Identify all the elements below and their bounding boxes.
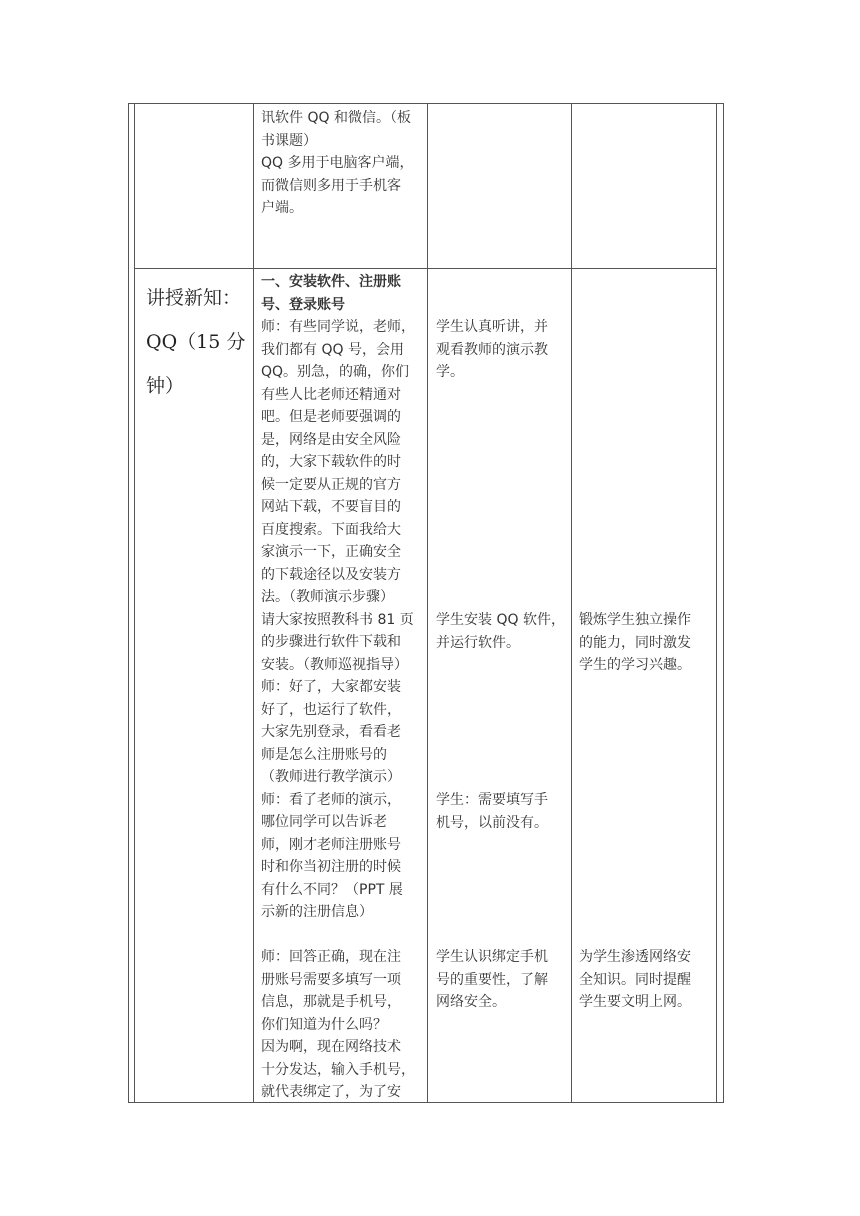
text-line: 的步骤进行软件下载和 <box>261 634 401 650</box>
text-line: 安装。（教师巡视指导） <box>261 656 408 673</box>
text-line: （教师进行教学演示） <box>261 769 401 785</box>
section-heading-line: 一、安装软件、注册账 <box>261 274 401 290</box>
text-line: 网站下载，不要盲目的 <box>261 499 401 515</box>
text-line: 百度搜索。下面我给大 <box>261 521 401 538</box>
section-heading-line: 号、登录账号 <box>261 296 345 313</box>
text-line: 学生认识绑定手机 <box>436 949 548 965</box>
teacher-activity-cell <box>261 271 425 1104</box>
text-line: 户端。 <box>261 200 303 216</box>
text-line: 机号，以前没有。 <box>436 814 548 831</box>
text-line: 的能力，同时激发 <box>579 634 691 651</box>
text-line: 讯软件 QQ 和微信。（板 <box>261 110 411 126</box>
text-line: 册账号需要多填写一项 <box>261 971 401 988</box>
text-line: 时和你当初注册的时候 <box>261 859 401 875</box>
text-line: 的下载途径以及安装方 <box>261 566 401 583</box>
text-line: 书课题） <box>261 132 317 149</box>
text-line: 师，刚才老师注册账号 <box>261 836 401 853</box>
text-line: 你们知道为什么吗？ <box>261 1016 387 1033</box>
student-activity-block-4 <box>436 946 570 1014</box>
column-divider-3 <box>571 103 572 1103</box>
text-line: 学生要文明上网。 <box>579 994 691 1010</box>
column-divider-2 <box>427 103 428 1103</box>
text-line: 学生安装 QQ 软件， <box>436 612 565 628</box>
text-line: 学生：需要填写手 <box>436 792 548 808</box>
text-line: 十分发达，输入手机号， <box>261 1061 415 1078</box>
text-line: QQ 多用于电脑客户端， <box>261 155 414 171</box>
text-line: 有些人比老师还精通对 <box>261 386 401 403</box>
text-line: 号的重要性，了解 <box>436 971 548 988</box>
text-line: 并运行软件。 <box>436 634 520 651</box>
design-intent-block-2 <box>579 946 715 1014</box>
row1-content-cell <box>261 107 423 220</box>
blank-line <box>261 924 425 947</box>
text-line: 师：好了，大家都安装 <box>261 679 401 695</box>
text-line: 好了，也运行了软件， <box>261 701 401 718</box>
text-line: 就代表绑定了，为了安 <box>261 1084 401 1100</box>
column-divider-1 <box>253 103 254 1103</box>
text-line: 学生认真听讲，并 <box>436 319 548 335</box>
student-activity-block-3 <box>436 789 570 834</box>
text-line: 而微信则多用于手机客 <box>261 177 401 194</box>
text-line: 锻炼学生独立操作 <box>579 612 691 628</box>
text-line: 请大家按照教科书 81 页 <box>261 611 414 628</box>
text-line: 的，大家下载软件的时 <box>261 454 401 470</box>
text-line: 师是怎么注册账号的 <box>261 746 387 763</box>
text-line: 有什么不同？（PPT 展 <box>261 881 403 898</box>
stage-line: QQ（15 分 <box>146 331 246 353</box>
text-line: 吧。但是老师要强调的 <box>261 409 401 425</box>
stage-cell <box>146 276 250 408</box>
row-divider <box>134 268 717 269</box>
text-line: 信息，那就是手机号， <box>261 994 401 1010</box>
text-line: 是，网络是由安全风险 <box>261 431 401 448</box>
text-line: QQ。别急，的确，你们 <box>261 364 410 380</box>
text-line: 师：回答正确，现在注 <box>261 949 401 965</box>
student-activity-block-1 <box>436 316 570 384</box>
text-line: 候一定要从正规的官方 <box>261 476 401 493</box>
text-line: 家演示一下，正确安全 <box>261 544 401 560</box>
text-line: 学。 <box>436 364 464 380</box>
text-line: 学生的学习兴趣。 <box>579 657 691 673</box>
text-line: 示新的注册信息） <box>261 904 373 920</box>
stage-line: 钟） <box>146 375 185 397</box>
text-line: 我们都有 QQ 号，会用 <box>261 341 404 358</box>
text-line: 大家先别登录，看看老 <box>261 724 401 740</box>
text-line: 网络安全。 <box>436 994 506 1010</box>
text-line: 全知识。同时提醒 <box>579 971 691 988</box>
text-line: 因为啊，现在网络技术 <box>261 1039 401 1055</box>
student-activity-block-2 <box>436 609 570 654</box>
design-intent-block-1 <box>579 609 715 677</box>
text-line: 哪位同学可以告诉老 <box>261 814 387 830</box>
stage-line: 讲授新知： <box>146 287 242 309</box>
text-line: 师：看了老师的演示， <box>261 791 401 808</box>
text-line: 为学生渗透网络安 <box>579 949 691 965</box>
text-line: 师：有些同学说，老师， <box>261 319 415 335</box>
text-line: 观看教师的演示教 <box>436 341 548 358</box>
text-line: 法。（教师演示步骤） <box>261 589 394 605</box>
